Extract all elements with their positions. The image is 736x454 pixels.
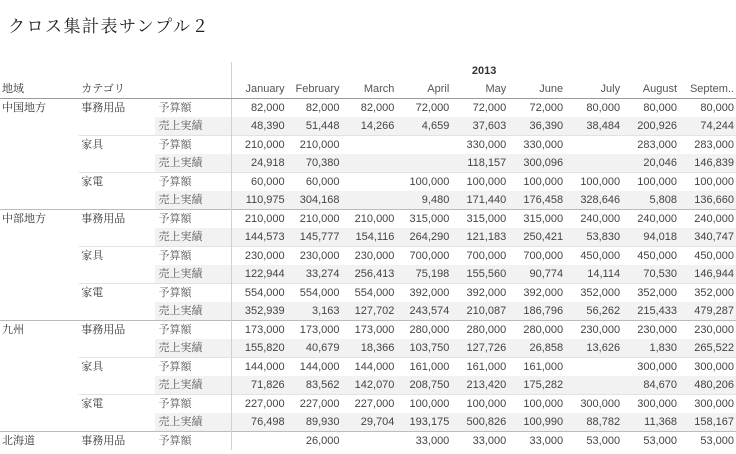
category-cell[interactable]: 事務用品 xyxy=(79,210,154,229)
category-cell[interactable] xyxy=(79,154,154,173)
value-cell[interactable] xyxy=(232,432,287,451)
value-cell[interactable]: 304,168 xyxy=(287,191,342,210)
value-cell[interactable]: 72,000 xyxy=(451,99,508,118)
value-cell[interactable]: 48,390 xyxy=(232,117,287,136)
value-cell[interactable]: 265,522 xyxy=(679,339,736,358)
value-cell[interactable]: 230,000 xyxy=(342,247,397,266)
value-cell[interactable]: 60,000 xyxy=(287,173,342,192)
value-cell[interactable]: 340,747 xyxy=(679,228,736,247)
value-cell[interactable]: 280,000 xyxy=(396,321,451,340)
value-cell[interactable] xyxy=(565,154,622,173)
value-cell[interactable]: 176,458 xyxy=(508,191,565,210)
value-cell[interactable]: 161,000 xyxy=(451,358,508,377)
value-cell[interactable]: 144,000 xyxy=(232,358,287,377)
region-cell[interactable] xyxy=(0,117,79,136)
value-cell[interactable]: 554,000 xyxy=(342,284,397,303)
category-cell[interactable] xyxy=(79,117,154,136)
value-cell[interactable]: 392,000 xyxy=(451,284,508,303)
year-header[interactable]: 2013 xyxy=(232,62,736,80)
value-cell[interactable]: 94,018 xyxy=(622,228,679,247)
value-cell[interactable]: 100,000 xyxy=(451,395,508,414)
value-cell[interactable]: 33,000 xyxy=(451,432,508,451)
region-cell[interactable] xyxy=(0,339,79,358)
region-cell[interactable]: 中部地方 xyxy=(0,210,79,229)
value-cell[interactable]: 80,000 xyxy=(565,99,622,118)
value-cell[interactable]: 100,000 xyxy=(396,395,451,414)
measure-cell[interactable]: 売上実績 xyxy=(155,117,232,136)
value-cell[interactable]: 243,574 xyxy=(396,302,451,321)
value-cell[interactable]: 240,000 xyxy=(622,210,679,229)
measure-cell[interactable]: 予算額 xyxy=(155,99,232,118)
region-cell[interactable] xyxy=(0,358,79,377)
value-cell[interactable] xyxy=(342,173,397,192)
value-cell[interactable] xyxy=(396,154,451,173)
category-cell[interactable]: 家具 xyxy=(79,247,154,266)
value-cell[interactable]: 300,000 xyxy=(679,358,736,377)
month-header[interactable]: April xyxy=(396,80,451,99)
value-cell[interactable]: 300,096 xyxy=(508,154,565,173)
value-cell[interactable]: 330,000 xyxy=(508,136,565,155)
measure-cell[interactable]: 予算額 xyxy=(155,358,232,377)
value-cell[interactable]: 215,433 xyxy=(622,302,679,321)
month-header[interactable]: August xyxy=(622,80,679,99)
value-cell[interactable]: 100,000 xyxy=(622,173,679,192)
value-cell[interactable]: 88,782 xyxy=(565,413,622,432)
value-cell[interactable]: 315,000 xyxy=(451,210,508,229)
value-cell[interactable]: 256,413 xyxy=(342,265,397,284)
value-cell[interactable]: 300,000 xyxy=(679,395,736,414)
value-cell[interactable]: 84,670 xyxy=(622,376,679,395)
region-cell[interactable] xyxy=(0,154,79,173)
measure-cell[interactable]: 売上実績 xyxy=(155,265,232,284)
measure-cell[interactable]: 売上実績 xyxy=(155,413,232,432)
month-header[interactable]: Septem.. xyxy=(679,80,736,99)
value-cell[interactable]: 283,000 xyxy=(679,136,736,155)
page-title: クロス集計表サンプル２ xyxy=(8,17,210,37)
value-cell[interactable]: 315,000 xyxy=(396,210,451,229)
value-cell[interactable]: 554,000 xyxy=(287,284,342,303)
category-cell[interactable] xyxy=(79,191,154,210)
value-cell[interactable]: 144,000 xyxy=(342,358,397,377)
measure-cell[interactable]: 売上実績 xyxy=(155,191,232,210)
value-cell[interactable]: 53,000 xyxy=(622,432,679,451)
month-header[interactable]: March xyxy=(342,80,397,99)
category-cell[interactable]: 事務用品 xyxy=(79,432,154,451)
value-cell[interactable]: 72,000 xyxy=(508,99,565,118)
value-cell[interactable]: 100,000 xyxy=(508,173,565,192)
value-cell[interactable]: 100,990 xyxy=(508,413,565,432)
value-cell[interactable]: 80,000 xyxy=(622,99,679,118)
measure-cell[interactable]: 売上実績 xyxy=(155,302,232,321)
value-cell[interactable]: 146,839 xyxy=(679,154,736,173)
value-cell[interactable]: 173,000 xyxy=(287,321,342,340)
value-cell[interactable]: 121,183 xyxy=(451,228,508,247)
value-cell[interactable]: 70,380 xyxy=(287,154,342,173)
region-cell[interactable]: 北海道 xyxy=(0,432,79,451)
value-cell[interactable]: 4,659 xyxy=(396,117,451,136)
region-cell[interactable] xyxy=(0,302,79,321)
value-cell[interactable]: 136,660 xyxy=(679,191,736,210)
table-row xyxy=(0,284,736,303)
table-row xyxy=(0,321,736,340)
value-cell[interactable]: 240,000 xyxy=(565,210,622,229)
table-row xyxy=(0,154,736,173)
value-cell[interactable]: 315,000 xyxy=(508,210,565,229)
value-cell[interactable]: 53,000 xyxy=(679,432,736,451)
category-cell[interactable]: 事務用品 xyxy=(79,99,154,118)
value-cell[interactable]: 700,000 xyxy=(396,247,451,266)
value-cell[interactable]: 89,930 xyxy=(287,413,342,432)
table-row xyxy=(0,210,736,229)
table-row xyxy=(0,173,736,192)
value-cell[interactable]: 193,175 xyxy=(396,413,451,432)
region-cell[interactable] xyxy=(0,395,79,414)
value-cell[interactable]: 51,448 xyxy=(287,117,342,136)
value-cell[interactable]: 700,000 xyxy=(508,247,565,266)
measure-cell[interactable]: 売上実績 xyxy=(155,339,232,358)
value-cell[interactable]: 210,000 xyxy=(232,210,287,229)
value-cell[interactable]: 5,808 xyxy=(622,191,679,210)
value-cell[interactable]: 29,704 xyxy=(342,413,397,432)
value-cell[interactable] xyxy=(342,154,397,173)
value-cell[interactable]: 213,420 xyxy=(451,376,508,395)
measure-cell[interactable]: 予算額 xyxy=(155,210,232,229)
table-row xyxy=(0,432,736,451)
value-cell[interactable]: 145,777 xyxy=(287,228,342,247)
category-cell[interactable]: 家具 xyxy=(79,136,154,155)
value-cell[interactable]: 173,000 xyxy=(232,321,287,340)
value-cell[interactable]: 24,918 xyxy=(232,154,287,173)
value-cell[interactable]: 264,290 xyxy=(396,228,451,247)
month-header[interactable]: July xyxy=(565,80,622,99)
value-cell[interactable]: 392,000 xyxy=(396,284,451,303)
measure-cell[interactable]: 予算額 xyxy=(155,432,232,451)
value-cell[interactable]: 155,820 xyxy=(232,339,287,358)
region-cell[interactable] xyxy=(0,191,79,210)
value-cell[interactable]: 60,000 xyxy=(232,173,287,192)
value-cell[interactable]: 330,000 xyxy=(451,136,508,155)
value-cell[interactable]: 90,774 xyxy=(508,265,565,284)
value-cell[interactable]: 210,000 xyxy=(287,210,342,229)
table-row xyxy=(0,358,736,377)
value-cell[interactable]: 26,858 xyxy=(508,339,565,358)
value-cell[interactable]: 186,796 xyxy=(508,302,565,321)
value-cell[interactable]: 328,646 xyxy=(565,191,622,210)
table-row xyxy=(0,117,736,136)
value-cell[interactable]: 82,000 xyxy=(232,99,287,118)
value-cell[interactable]: 500,826 xyxy=(451,413,508,432)
region-cell[interactable] xyxy=(0,247,79,266)
value-cell[interactable]: 210,000 xyxy=(287,136,342,155)
table-row xyxy=(0,376,736,395)
value-cell[interactable]: 300,000 xyxy=(565,395,622,414)
region-cell[interactable] xyxy=(0,376,79,395)
value-cell[interactable]: 9,480 xyxy=(396,191,451,210)
value-cell[interactable] xyxy=(565,358,622,377)
value-cell[interactable]: 127,702 xyxy=(342,302,397,321)
value-cell[interactable]: 392,000 xyxy=(508,284,565,303)
value-cell[interactable]: 280,000 xyxy=(451,321,508,340)
value-cell[interactable]: 56,262 xyxy=(565,302,622,321)
table-row xyxy=(0,191,736,210)
value-cell[interactable]: 100,000 xyxy=(565,173,622,192)
value-cell[interactable]: 144,000 xyxy=(287,358,342,377)
table-row xyxy=(0,302,736,321)
value-cell[interactable]: 227,000 xyxy=(287,395,342,414)
value-cell[interactable]: 173,000 xyxy=(342,321,397,340)
measure-cell[interactable]: 予算額 xyxy=(155,395,232,414)
value-cell[interactable]: 450,000 xyxy=(565,247,622,266)
value-cell[interactable]: 100,000 xyxy=(396,173,451,192)
category-cell[interactable] xyxy=(79,376,154,395)
value-cell[interactable]: 479,287 xyxy=(679,302,736,321)
table-row xyxy=(0,247,736,266)
value-cell[interactable]: 161,000 xyxy=(508,358,565,377)
value-cell[interactable]: 53,830 xyxy=(565,228,622,247)
region-cell[interactable] xyxy=(0,413,79,432)
value-cell[interactable]: 146,944 xyxy=(679,265,736,284)
category-cell[interactable]: 家電 xyxy=(79,173,154,192)
value-cell[interactable]: 300,000 xyxy=(622,358,679,377)
measure-cell[interactable]: 売上実績 xyxy=(155,228,232,247)
value-cell[interactable] xyxy=(342,432,397,451)
value-cell[interactable]: 161,000 xyxy=(396,358,451,377)
value-cell[interactable]: 100,000 xyxy=(508,395,565,414)
region-cell[interactable]: 中国地方 xyxy=(0,99,79,118)
month-header[interactable]: January xyxy=(232,80,287,99)
category-column-header[interactable]: カテゴリ xyxy=(79,80,154,99)
category-cell[interactable]: 家電 xyxy=(79,395,154,414)
crosstab-table xyxy=(0,62,736,450)
value-cell[interactable]: 208,750 xyxy=(396,376,451,395)
category-cell[interactable]: 事務用品 xyxy=(79,321,154,340)
category-cell[interactable] xyxy=(79,302,154,321)
value-cell[interactable]: 352,000 xyxy=(679,284,736,303)
value-cell[interactable]: 80,000 xyxy=(679,99,736,118)
value-cell[interactable]: 352,939 xyxy=(232,302,287,321)
value-cell[interactable]: 75,198 xyxy=(396,265,451,284)
value-cell[interactable]: 100,000 xyxy=(679,173,736,192)
value-cell[interactable]: 280,000 xyxy=(508,321,565,340)
month-header[interactable]: May xyxy=(451,80,508,99)
value-cell[interactable]: 352,000 xyxy=(565,284,622,303)
value-cell[interactable]: 200,926 xyxy=(622,117,679,136)
region-cell[interactable] xyxy=(0,284,79,303)
value-cell[interactable]: 74,244 xyxy=(679,117,736,136)
value-cell[interactable]: 33,274 xyxy=(287,265,342,284)
region-cell[interactable] xyxy=(0,136,79,155)
category-cell[interactable] xyxy=(79,413,154,432)
table-row xyxy=(0,395,736,414)
value-cell[interactable]: 230,000 xyxy=(679,321,736,340)
value-cell[interactable]: 3,163 xyxy=(287,302,342,321)
value-cell[interactable]: 227,000 xyxy=(232,395,287,414)
value-cell[interactable] xyxy=(342,136,397,155)
value-cell[interactable]: 283,000 xyxy=(622,136,679,155)
category-cell[interactable] xyxy=(79,265,154,284)
value-cell[interactable]: 11,368 xyxy=(622,413,679,432)
measure-cell[interactable]: 売上実績 xyxy=(155,376,232,395)
value-cell[interactable]: 230,000 xyxy=(287,247,342,266)
value-cell[interactable]: 14,266 xyxy=(342,117,397,136)
value-cell[interactable]: 122,944 xyxy=(232,265,287,284)
value-cell[interactable]: 1,830 xyxy=(622,339,679,358)
value-cell[interactable]: 210,087 xyxy=(451,302,508,321)
value-cell[interactable]: 82,000 xyxy=(287,99,342,118)
value-cell[interactable]: 127,726 xyxy=(451,339,508,358)
value-cell[interactable]: 71,826 xyxy=(232,376,287,395)
category-cell[interactable] xyxy=(79,228,154,247)
measure-cell[interactable]: 予算額 xyxy=(155,284,232,303)
value-cell[interactable]: 33,000 xyxy=(396,432,451,451)
value-cell[interactable]: 230,000 xyxy=(565,321,622,340)
value-cell[interactable]: 210,000 xyxy=(342,210,397,229)
measure-cell[interactable]: 予算額 xyxy=(155,136,232,155)
value-cell[interactable]: 26,000 xyxy=(287,432,342,451)
value-cell[interactable]: 230,000 xyxy=(232,247,287,266)
value-cell[interactable]: 171,440 xyxy=(451,191,508,210)
value-cell[interactable]: 142,070 xyxy=(342,376,397,395)
value-cell[interactable]: 53,000 xyxy=(565,432,622,451)
value-cell[interactable]: 154,116 xyxy=(342,228,397,247)
value-cell[interactable]: 450,000 xyxy=(622,247,679,266)
table-row xyxy=(0,228,736,247)
region-cell[interactable] xyxy=(0,228,79,247)
value-cell[interactable] xyxy=(396,136,451,155)
value-cell[interactable] xyxy=(565,136,622,155)
table-row xyxy=(0,136,736,155)
value-cell[interactable]: 144,573 xyxy=(232,228,287,247)
value-cell[interactable]: 230,000 xyxy=(622,321,679,340)
value-cell[interactable]: 158,167 xyxy=(679,413,736,432)
value-cell[interactable]: 155,560 xyxy=(451,265,508,284)
measure-cell[interactable]: 売上実績 xyxy=(155,154,232,173)
value-cell[interactable]: 554,000 xyxy=(232,284,287,303)
value-cell[interactable]: 40,679 xyxy=(287,339,342,358)
category-cell[interactable] xyxy=(79,339,154,358)
value-cell[interactable]: 118,157 xyxy=(451,154,508,173)
month-header[interactable]: June xyxy=(508,80,565,99)
value-cell[interactable]: 300,000 xyxy=(622,395,679,414)
value-cell[interactable]: 250,421 xyxy=(508,228,565,247)
value-cell[interactable]: 70,530 xyxy=(622,265,679,284)
measure-cell[interactable]: 予算額 xyxy=(155,173,232,192)
value-cell[interactable]: 110,975 xyxy=(232,191,287,210)
value-cell[interactable]: 37,603 xyxy=(451,117,508,136)
value-cell[interactable]: 36,390 xyxy=(508,117,565,136)
table-row xyxy=(0,413,736,432)
measure-cell[interactable]: 予算額 xyxy=(155,247,232,266)
measure-cell[interactable]: 予算額 xyxy=(155,321,232,340)
value-cell[interactable]: 352,000 xyxy=(622,284,679,303)
value-cell[interactable]: 227,000 xyxy=(342,395,397,414)
month-header[interactable]: February xyxy=(287,80,342,99)
value-cell[interactable] xyxy=(565,376,622,395)
table-row xyxy=(0,339,736,358)
value-cell[interactable]: 700,000 xyxy=(451,247,508,266)
table-row xyxy=(0,265,736,284)
value-cell[interactable]: 210,000 xyxy=(232,136,287,155)
table-row xyxy=(0,99,736,118)
value-cell[interactable]: 450,000 xyxy=(679,247,736,266)
value-cell[interactable]: 18,366 xyxy=(342,339,397,358)
value-cell[interactable]: 82,000 xyxy=(342,99,397,118)
value-cell[interactable]: 480,206 xyxy=(679,376,736,395)
value-cell[interactable] xyxy=(342,191,397,210)
value-cell[interactable]: 72,000 xyxy=(396,99,451,118)
category-cell[interactable]: 家電 xyxy=(79,284,154,303)
value-cell[interactable]: 83,562 xyxy=(287,376,342,395)
value-cell[interactable]: 13,626 xyxy=(565,339,622,358)
region-column-header[interactable]: 地域 xyxy=(0,80,79,99)
value-cell[interactable]: 20,046 xyxy=(622,154,679,173)
region-cell[interactable] xyxy=(0,265,79,284)
value-cell[interactable]: 240,000 xyxy=(679,210,736,229)
value-cell[interactable]: 76,498 xyxy=(232,413,287,432)
value-cell[interactable]: 103,750 xyxy=(396,339,451,358)
value-cell[interactable]: 38,484 xyxy=(565,117,622,136)
region-cell[interactable] xyxy=(0,173,79,192)
category-cell[interactable]: 家具 xyxy=(79,358,154,377)
value-cell[interactable]: 100,000 xyxy=(451,173,508,192)
region-cell[interactable]: 九州 xyxy=(0,321,79,340)
value-cell[interactable]: 33,000 xyxy=(508,432,565,451)
value-cell[interactable]: 175,282 xyxy=(508,376,565,395)
value-cell[interactable]: 14,114 xyxy=(565,265,622,284)
